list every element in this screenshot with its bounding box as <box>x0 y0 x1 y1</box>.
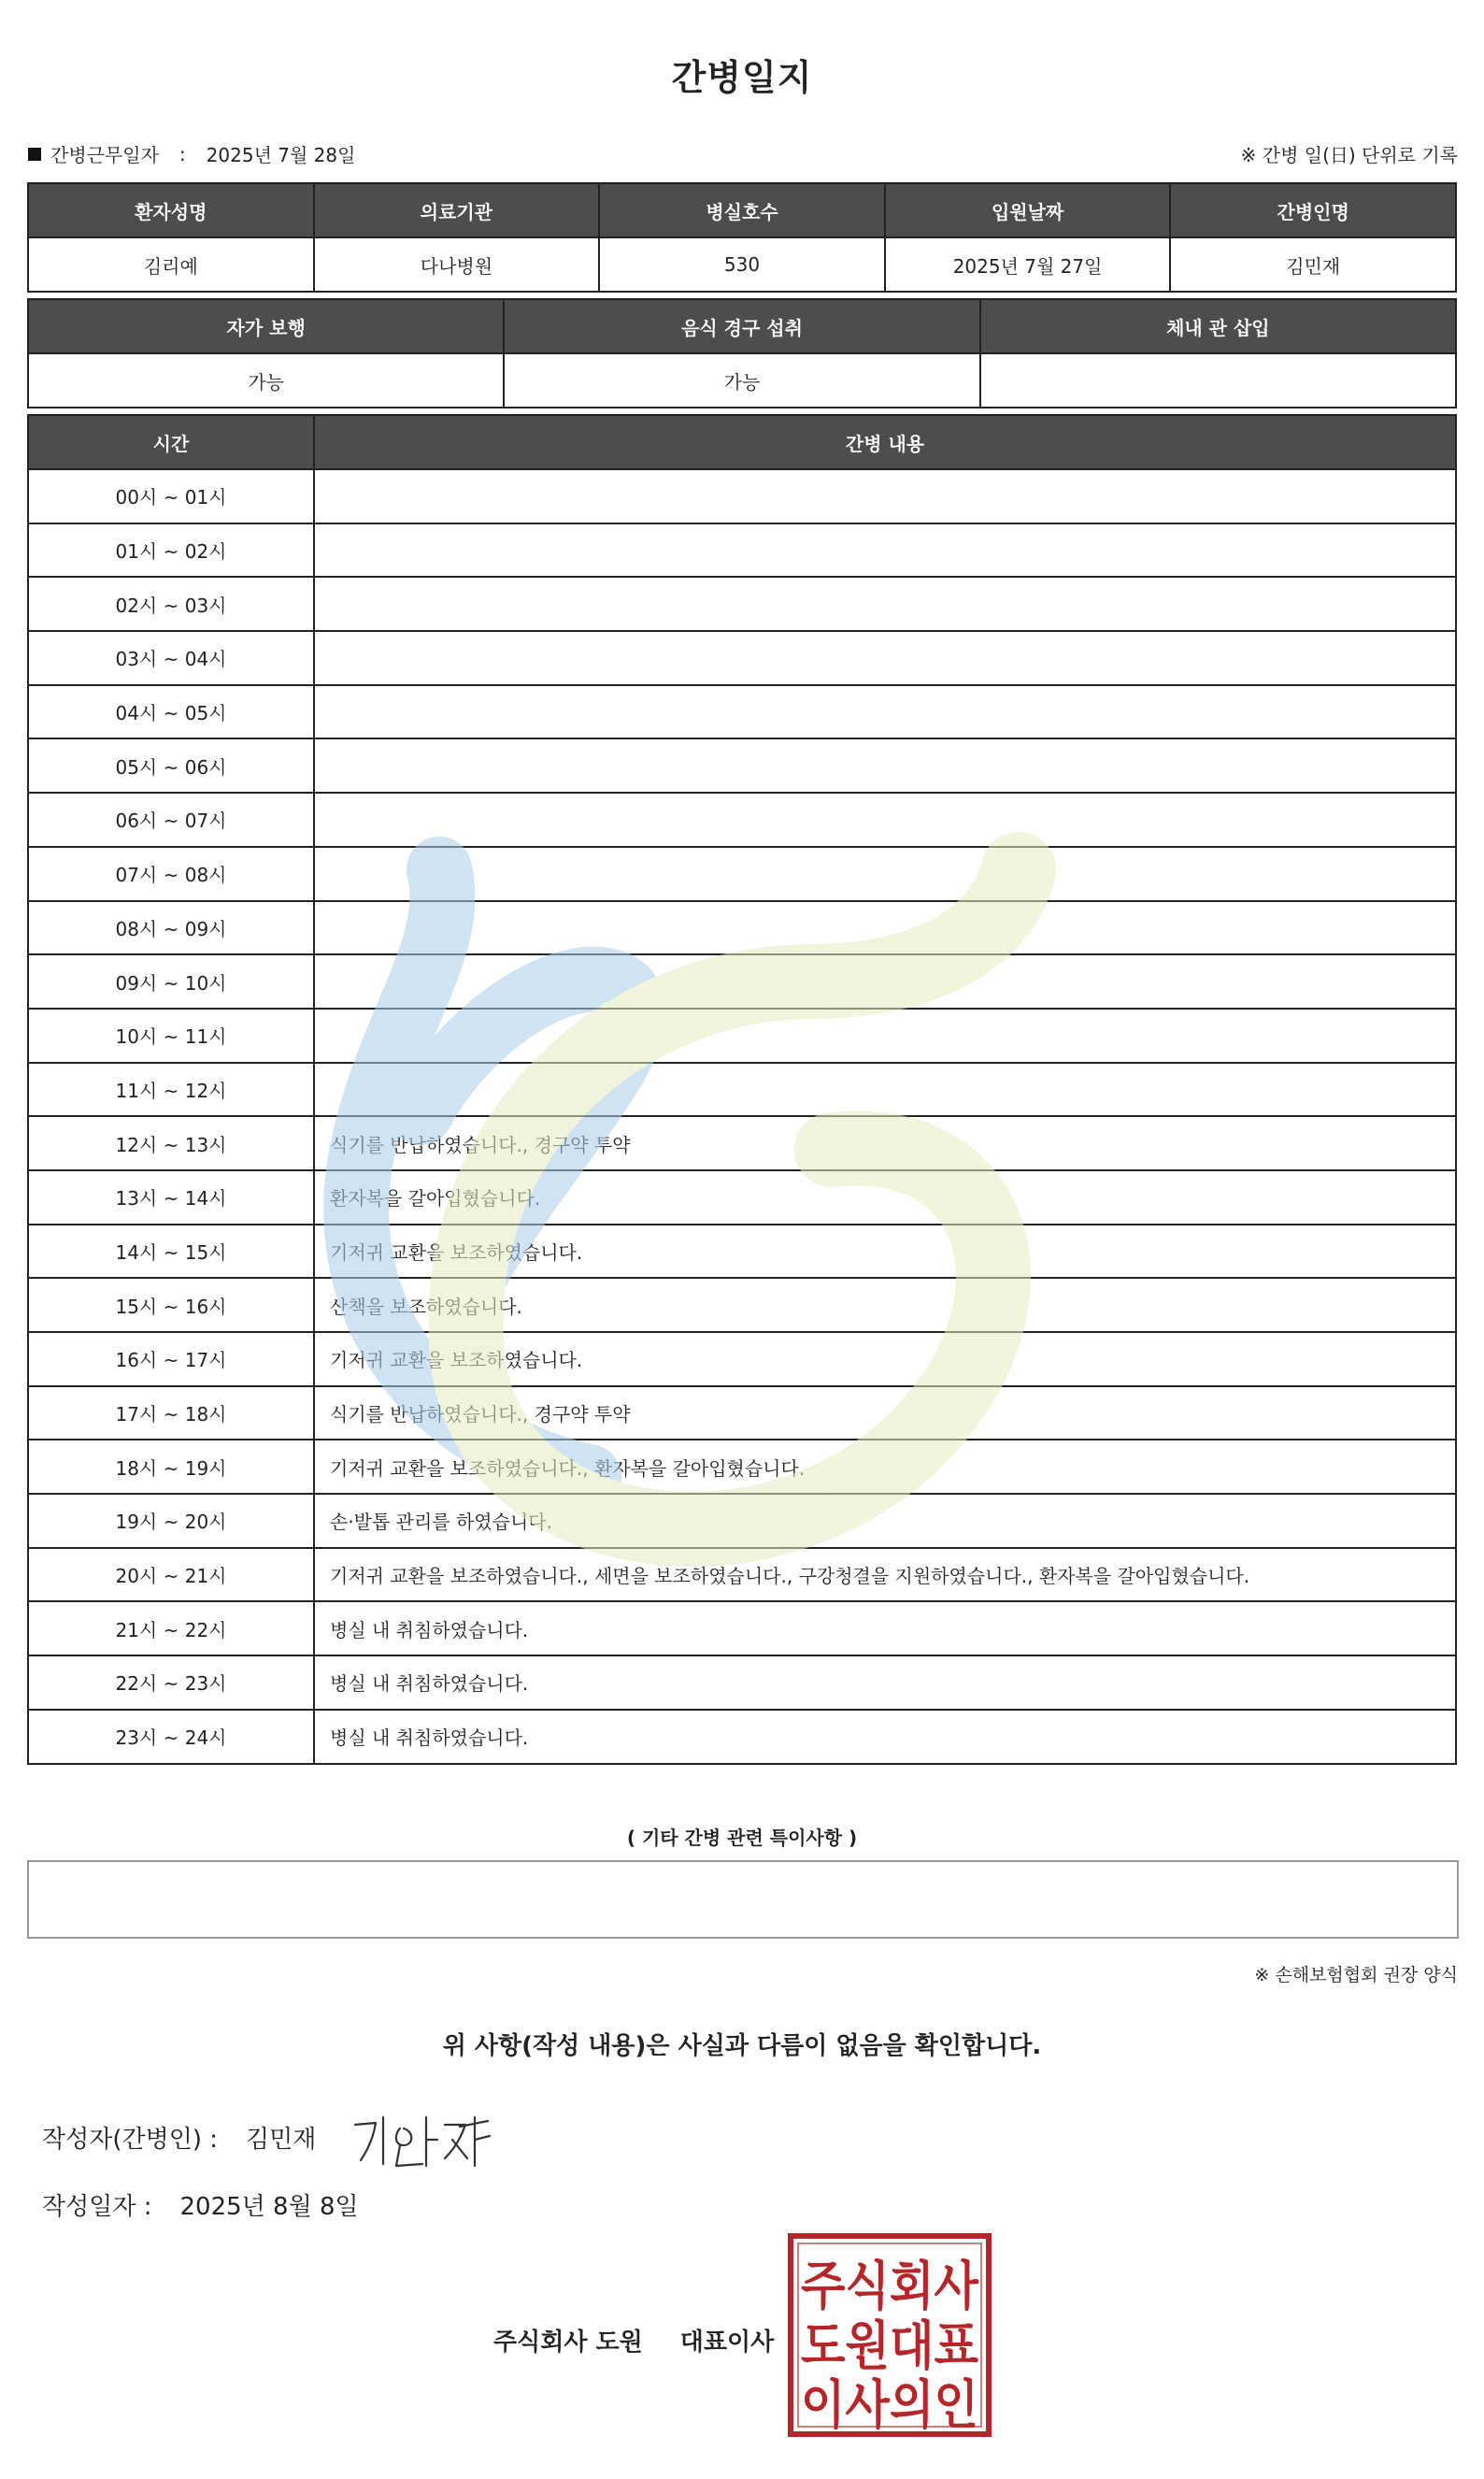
log-row-time: 18시 ~ 19시 <box>28 1440 314 1494</box>
log-row <box>28 738 1456 793</box>
patient-ability-table <box>27 298 1457 408</box>
log-row-content: 기저귀 교환을 보조하였습니다. <box>314 1225 1456 1279</box>
log-row-content <box>314 469 1456 523</box>
log-row-time: 17시 ~ 18시 <box>28 1386 314 1440</box>
work-date-line <box>28 140 355 167</box>
log-row-time: 10시 ~ 11시 <box>28 1009 314 1063</box>
log-row <box>28 1655 1456 1710</box>
log-row-content <box>314 631 1456 685</box>
log-row-content: 기저귀 교환을 보조하였습니다., 환자복을 갈아입혔습니다. <box>314 1440 1456 1494</box>
hourly-care-log-table <box>27 414 1457 1765</box>
log-row-content: 기저귀 교환을 보조하였습니다., 세면을 보조하였습니다., 구강청결을 지원하였습니다., 환자복을 갈아입혔습니다. <box>314 1548 1456 1602</box>
tube-insertion-value <box>980 353 1456 408</box>
log-row-content: 환자복을 갈아입혔습니다. <box>314 1170 1456 1225</box>
log-row <box>28 577 1456 631</box>
writer-line <box>42 2120 316 2155</box>
log-row-content: 산책을 보조하였습니다. <box>314 1278 1456 1332</box>
written-date-label: 작성일자 : <box>42 2193 152 2221</box>
log-row <box>28 1710 1456 1764</box>
company-seal-stamp <box>786 2231 993 2439</box>
remarks-title: ( 기타 간병 관련 특이사항 ) <box>626 1827 858 1849</box>
log-header-row <box>28 415 1456 469</box>
seal-line-3: 이사의인 <box>801 2375 978 2436</box>
admission-date: 2025년 7월 27일 <box>885 237 1171 292</box>
log-row <box>28 523 1456 578</box>
log-row-time: 00시 ~ 01시 <box>28 469 314 523</box>
log-row-time: 06시 ~ 07시 <box>28 793 314 847</box>
room-number: 530 <box>599 237 885 292</box>
header-tube-insertion: 체내 관 삽입 <box>980 299 1456 353</box>
page-title: 간병일지 <box>671 57 813 98</box>
company-name: 주식회사 도원 <box>493 2329 643 2357</box>
log-row <box>28 847 1456 901</box>
log-row <box>28 1278 1456 1332</box>
caregiver-name: 김민재 <box>1170 237 1456 292</box>
log-row <box>28 1170 1456 1225</box>
log-row <box>28 1332 1456 1386</box>
log-row-time: 09시 ~ 10시 <box>28 954 314 1009</box>
log-row-time: 04시 ~ 05시 <box>28 685 314 739</box>
remarks-box <box>27 1860 1459 1939</box>
patient-info-value-row <box>28 237 1456 292</box>
confirmation-statement: 위 사항(작성 내용)은 사실과 다름이 없음을 확인합니다. <box>442 2032 1042 2060</box>
form-note: ※ 손해보험협회 권장 양식 <box>1254 1965 1458 1985</box>
patient-info-table <box>27 182 1457 293</box>
log-row-content <box>314 1009 1456 1063</box>
ceo-title: 대표이사 <box>679 2329 775 2357</box>
company-line <box>493 2323 774 2357</box>
log-row-content: 식기를 반납하였습니다., 경구약 투약 <box>314 1386 1456 1440</box>
log-row-time: 14시 ~ 15시 <box>28 1225 314 1279</box>
handwritten-signature <box>348 2108 497 2173</box>
log-row-time: 20시 ~ 21시 <box>28 1548 314 1602</box>
writer-label: 작성자(간병인) : <box>42 2126 219 2154</box>
written-date-line <box>42 2187 359 2222</box>
bullet-square-icon <box>28 148 41 161</box>
log-row <box>28 1225 1456 1279</box>
log-row-time: 21시 ~ 22시 <box>28 1601 314 1655</box>
header-admission-date: 입원날짜 <box>885 183 1171 237</box>
log-row <box>28 1063 1456 1117</box>
header-hospital: 의료기관 <box>314 183 600 237</box>
log-row-time: 07시 ~ 08시 <box>28 847 314 901</box>
log-row <box>28 685 1456 739</box>
log-row-content: 손·발톱 관리를 하였습니다. <box>314 1494 1456 1548</box>
log-row-time: 23시 ~ 24시 <box>28 1710 314 1764</box>
log-row-content <box>314 738 1456 793</box>
log-row-time: 03시 ~ 04시 <box>28 631 314 685</box>
work-date-separator: : <box>178 142 186 165</box>
seal-line-2: 도원대표 <box>801 2316 978 2377</box>
header-self-walking: 자가 보행 <box>28 299 504 353</box>
unit-note: ※ 간병 일(日) 단위로 기록 <box>1240 144 1458 166</box>
ability-value-row <box>28 353 1456 408</box>
patient-name: 김리예 <box>28 237 314 292</box>
log-row-content: 식기를 반납하였습니다., 경구약 투약 <box>314 1116 1456 1170</box>
log-row-content <box>314 847 1456 901</box>
oral-intake-value: 가능 <box>504 353 979 408</box>
seal-line-1: 주식회사 <box>801 2257 979 2317</box>
log-row-content: 병실 내 취침하였습니다. <box>314 1655 1456 1710</box>
log-row <box>28 631 1456 685</box>
log-row-content <box>314 523 1456 578</box>
log-row-content <box>314 954 1456 1009</box>
hospital-name: 다나병원 <box>314 237 600 292</box>
header-caregiver-name: 간병인명 <box>1170 183 1456 237</box>
log-row-content: 병실 내 취침하였습니다. <box>314 1601 1456 1655</box>
log-row-time: 16시 ~ 17시 <box>28 1332 314 1386</box>
log-row-time: 22시 ~ 23시 <box>28 1655 314 1710</box>
log-row-time: 19시 ~ 20시 <box>28 1494 314 1548</box>
log-row-time: 05시 ~ 06시 <box>28 738 314 793</box>
log-row-time: 02시 ~ 03시 <box>28 577 314 631</box>
written-date-value: 2025년 8월 8일 <box>179 2193 359 2221</box>
log-row-time: 15시 ~ 16시 <box>28 1278 314 1332</box>
log-row <box>28 793 1456 847</box>
log-row-time: 08시 ~ 09시 <box>28 901 314 955</box>
header-care-content: 간병 내용 <box>314 415 1456 469</box>
ability-header-row <box>28 299 1456 353</box>
log-row-time: 13시 ~ 14시 <box>28 1170 314 1225</box>
log-row <box>28 1494 1456 1548</box>
log-row-time: 11시 ~ 12시 <box>28 1063 314 1117</box>
header-oral-intake: 음식 경구 섭취 <box>504 299 979 353</box>
writer-name: 김민재 <box>246 2126 317 2154</box>
log-row <box>28 901 1456 955</box>
log-row-content <box>314 793 1456 847</box>
header-room-number: 병실호수 <box>599 183 885 237</box>
log-row <box>28 1601 1456 1655</box>
work-date-label: 간병근무일자 <box>50 144 159 166</box>
log-row <box>28 1116 1456 1170</box>
log-row-time: 01시 ~ 02시 <box>28 523 314 578</box>
log-row <box>28 1440 1456 1494</box>
log-row-content <box>314 577 1456 631</box>
patient-info-header-row <box>28 183 1456 237</box>
header-time: 시간 <box>28 415 314 469</box>
log-row-time: 12시 ~ 13시 <box>28 1116 314 1170</box>
header-patient-name: 환자성명 <box>28 183 314 237</box>
log-row-content <box>314 685 1456 739</box>
self-walking-value: 가능 <box>28 353 504 408</box>
log-row <box>28 1548 1456 1602</box>
work-date-value: 2025년 7월 28일 <box>206 144 356 166</box>
log-row-content <box>314 1063 1456 1117</box>
log-row <box>28 1009 1456 1063</box>
log-row-content <box>314 901 1456 955</box>
log-row <box>28 469 1456 523</box>
log-row-content: 기저귀 교환을 보조하였습니다. <box>314 1332 1456 1386</box>
log-row <box>28 954 1456 1009</box>
log-row <box>28 1386 1456 1440</box>
log-row-content: 병실 내 취침하였습니다. <box>314 1710 1456 1764</box>
